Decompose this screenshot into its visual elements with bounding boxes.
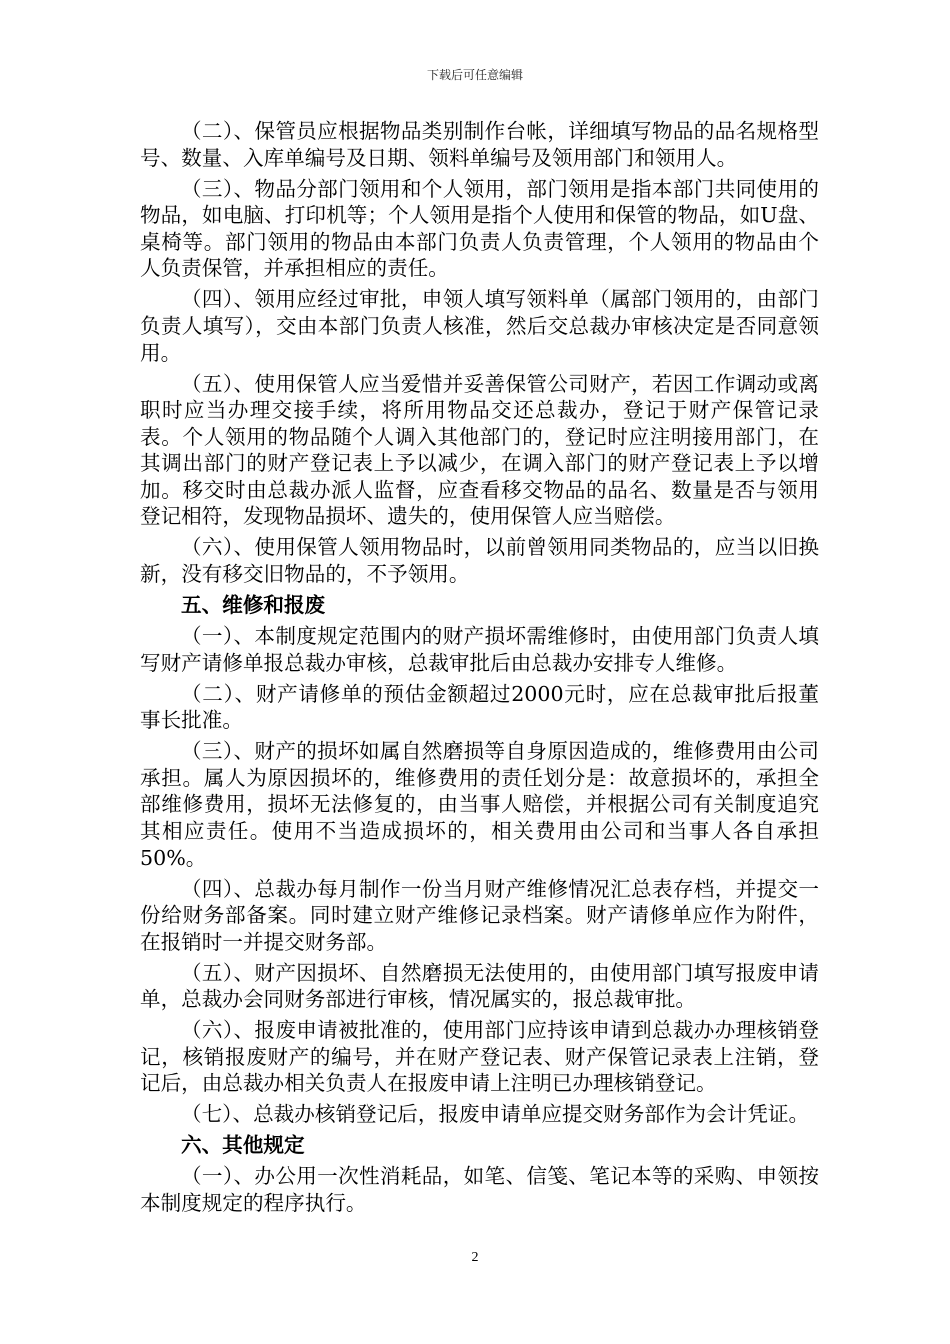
paragraph: （一）、本制度规定范围内的财产损坏需维修时，由使用部门负责人填写财产请修单报总裁办审核，总裁审批后由总裁办安排专人维修。: [140, 624, 819, 675]
page-header: 下载后可任意编辑: [426, 68, 523, 82]
paragraph: （五）、使用保管人应当爱惜并妥善保管公司财产，若因工作调动或离职时应当办理交接手续，将所用物品交还总裁办，登记于财产保管记录表。个人领用的物品随个人调入其他部门的，登记时应注明接用部门，在其调出部门的财产登记表上予以减少，在调入部门的财产登记表上予以增加。移交时由总裁办派人监督，应查看移交物品的品名、数量是否与领用登记相符，发现物品损坏、遗失的，使用保管人应当赔偿。: [140, 371, 819, 529]
paragraph: （七）、总裁办核销登记后，报废申请单应提交财务部作为会计凭证。: [181, 1102, 810, 1127]
paragraph: （五）、财产因损坏、自然磨损无法使用的，由使用部门填写报废申请单，总裁办会同财务部进行审核，情况属实的，报总裁审批。: [140, 960, 819, 1012]
paragraph: （六）、报废申请被批准的，使用部门应持该申请到总裁办办理核销登记，核销报废财产的编号，并在财产登记表、财产保管记录表上注销，登记后，由总裁办相关负责人在报废申请上注明已办理核销登记。: [140, 1018, 819, 1096]
paragraph: （六）、使用保管人领用物品时，以前曾领用同类物品的，应当以旧换新，没有移交旧物品的，不予领用。: [140, 535, 819, 587]
section-heading: 五、维修和报废: [181, 593, 326, 618]
paragraph: （二）、财产请修单的预估金额超过2000元时，应在总裁审批后报董事长批准。: [140, 681, 819, 733]
paragraph: （四）、总裁办每月制作一份当月财产维修情况汇总表存档，并提交一份给财务部备案。同时建立财产维修记录档案。财产请修单应作为附件，在报销时一并提交财务部。: [140, 876, 819, 954]
paragraph: （四）、领用应经过审批，申领人填写领料单（属部门领用的，由部门负责人填写），交由本部门负责人核准，然后交总裁办审核决定是否同意领用。: [140, 287, 819, 365]
paragraph: （二）、保管员应根据物品类别制作台帐，详细填写物品的品名规格型号、数量、入库单编号及日期、领料单编号及领用部门和领用人。: [140, 119, 819, 170]
section-heading: 六、其他规定: [181, 1133, 305, 1158]
page-number: 2: [471, 1250, 479, 1265]
paragraph: （一）、办公用一次性消耗品，如笔、信笺、笔记本等的采购、申领按本制度规定的程序执行。: [140, 1164, 819, 1216]
paragraph: （三）、财产的损坏如属自然磨损等自身原因造成的，维修费用由公司承担。属人为原因损坏的，维修费用的责任划分是：故意损坏的，承担全部维修费用，损坏无法修复的，由当事人赔偿，并根据公司有关制度追究其相应责任。使用不当造成损坏的，相关费用由公司和当事人各自承担50%。: [140, 739, 819, 870]
paragraph: （三）、物品分部门领用和个人领用，部门领用是指本部门共同使用的物品，如电脑、打印机等；个人领用是指个人使用和保管的物品，如U盘、桌椅等。部门领用的物品由本部门负责人负责管理，个人领用的物品由个人负责保管，并承担相应的责任。: [140, 176, 819, 281]
document-body: [140, 118, 819, 1221]
